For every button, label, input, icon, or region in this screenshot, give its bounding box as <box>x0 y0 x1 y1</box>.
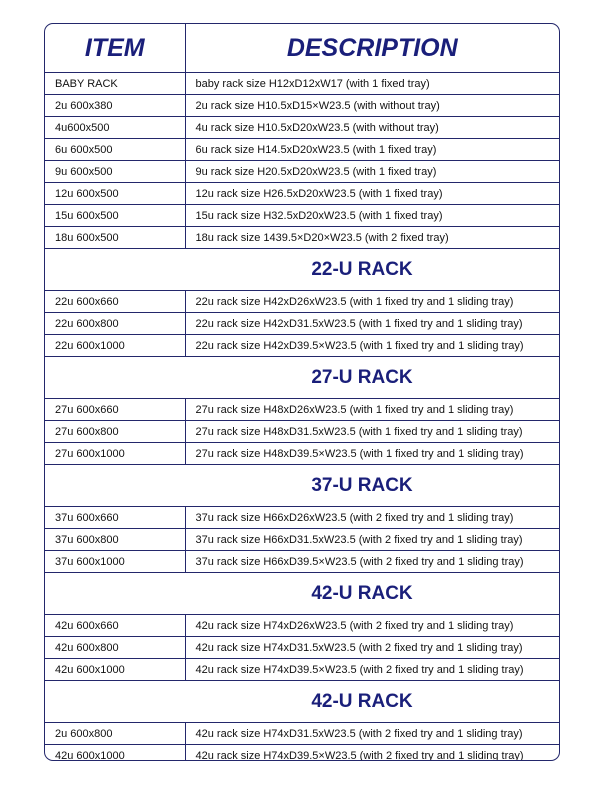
section-title: 27-U RACK <box>45 357 559 399</box>
table-row <box>45 227 559 249</box>
item-cell: 27u 600x660 <box>45 399 185 421</box>
description-cell: 37u rack size H66xD26xW23.5 (with 2 fixed try and 1 sliding tray) <box>185 507 559 529</box>
item-cell: 9u 600x500 <box>45 161 185 183</box>
item-cell: 22u 600x800 <box>45 313 185 335</box>
description-cell: 42u rack size H74xD31.5xW23.5 (with 2 fixed try and 1 sliding tray) <box>185 637 559 659</box>
table-row <box>45 183 559 205</box>
section-header-row <box>45 249 559 291</box>
table-body <box>45 73 559 762</box>
table-row <box>45 551 559 573</box>
description-cell: 37u rack size H66xD39.5×W23.5 (with 2 fixed try and 1 sliding tray) <box>185 551 559 573</box>
item-cell: 6u 600x500 <box>45 139 185 161</box>
description-cell: 9u rack size H20.5xD20xW23.5 (with 1 fixed tray) <box>185 161 559 183</box>
description-cell: 42u rack size H74xD39.5×W23.5 (with 2 fixed try and 1 sliding tray) <box>185 659 559 681</box>
description-cell: 42u rack size H74xD26xW23.5 (with 2 fixed try and 1 sliding tray) <box>185 615 559 637</box>
description-cell: 4u rack size H10.5xD20xW23.5 (with without tray) <box>185 117 559 139</box>
item-cell: 22u 600x1000 <box>45 335 185 357</box>
description-cell: 12u rack size H26.5xD20xW23.5 (with 1 fixed tray) <box>185 183 559 205</box>
description-cell: baby rack size H12xD12xW17 (with 1 fixed tray) <box>185 73 559 95</box>
section-title: 37-U RACK <box>45 465 559 507</box>
item-cell: 12u 600x500 <box>45 183 185 205</box>
description-cell: 42u rack size H74xD39.5×W23.5 (with 2 fixed try and 1 sliding tray) <box>185 745 559 762</box>
table-row <box>45 615 559 637</box>
table-row <box>45 723 559 745</box>
table-row <box>45 399 559 421</box>
description-cell: 27u rack size H48xD39.5×W23.5 (with 1 fixed try and 1 sliding tray) <box>185 443 559 465</box>
item-cell: 15u 600x500 <box>45 205 185 227</box>
product-table-frame <box>44 23 560 761</box>
description-cell: 2u rack size H10.5xD15×W23.5 (with without tray) <box>185 95 559 117</box>
table-row <box>45 637 559 659</box>
item-cell: 37u 600x1000 <box>45 551 185 573</box>
item-cell: 2u 600x380 <box>45 95 185 117</box>
description-cell: 22u rack size H42xD39.5×W23.5 (with 1 fixed try and 1 sliding tray) <box>185 335 559 357</box>
description-cell: 27u rack size H48xD31.5xW23.5 (with 1 fixed try and 1 sliding tray) <box>185 421 559 443</box>
section-header-row <box>45 681 559 723</box>
table-row <box>45 443 559 465</box>
item-cell: 37u 600x660 <box>45 507 185 529</box>
item-cell: 4u600x500 <box>45 117 185 139</box>
item-cell: 37u 600x800 <box>45 529 185 551</box>
section-header-row <box>45 465 559 507</box>
table-row <box>45 421 559 443</box>
item-cell: 27u 600x800 <box>45 421 185 443</box>
item-cell: 22u 600x660 <box>45 291 185 313</box>
section-title: 22-U RACK <box>45 249 559 291</box>
description-cell: 18u rack size 1439.5×D20×W23.5 (with 2 fixed tray) <box>185 227 559 249</box>
description-cell: 37u rack size H66xD31.5xW23.5 (with 2 fixed try and 1 sliding tray) <box>185 529 559 551</box>
description-column-header: DESCRIPTION <box>185 24 559 73</box>
table-row <box>45 335 559 357</box>
description-cell: 6u rack size H14.5xD20xW23.5 (with 1 fixed tray) <box>185 139 559 161</box>
description-cell: 42u rack size H74xD31.5xW23.5 (with 2 fixed try and 1 sliding tray) <box>185 723 559 745</box>
description-cell: 22u rack size H42xD31.5xW23.5 (with 1 fixed try and 1 sliding tray) <box>185 313 559 335</box>
table-row <box>45 745 559 762</box>
section-header-row <box>45 573 559 615</box>
table-row <box>45 529 559 551</box>
item-cell: 42u 600x800 <box>45 637 185 659</box>
item-cell: BABY RACK <box>45 73 185 95</box>
section-header-row <box>45 357 559 399</box>
description-cell: 27u rack size H48xD26xW23.5 (with 1 fixed try and 1 sliding tray) <box>185 399 559 421</box>
item-cell: 42u 600x660 <box>45 615 185 637</box>
table-row <box>45 139 559 161</box>
table-row <box>45 507 559 529</box>
table-row <box>45 73 559 95</box>
product-table <box>45 24 559 761</box>
item-cell: 42u 600x1000 <box>45 659 185 681</box>
section-title: 42-U RACK <box>45 681 559 723</box>
item-cell: 18u 600x500 <box>45 227 185 249</box>
table-row <box>45 291 559 313</box>
item-cell: 2u 600x800 <box>45 723 185 745</box>
item-cell: 42u 600x1000 <box>45 745 185 762</box>
section-title: 42-U RACK <box>45 573 559 615</box>
table-row <box>45 161 559 183</box>
description-cell: 22u rack size H42xD26xW23.5 (with 1 fixed try and 1 sliding tray) <box>185 291 559 313</box>
item-column-header: ITEM <box>45 24 185 73</box>
item-cell: 27u 600x1000 <box>45 443 185 465</box>
table-row <box>45 313 559 335</box>
table-row <box>45 659 559 681</box>
description-cell: 15u rack size H32.5xD20xW23.5 (with 1 fixed tray) <box>185 205 559 227</box>
table-row <box>45 205 559 227</box>
table-row <box>45 117 559 139</box>
table-row <box>45 95 559 117</box>
table-header-row <box>45 24 559 73</box>
